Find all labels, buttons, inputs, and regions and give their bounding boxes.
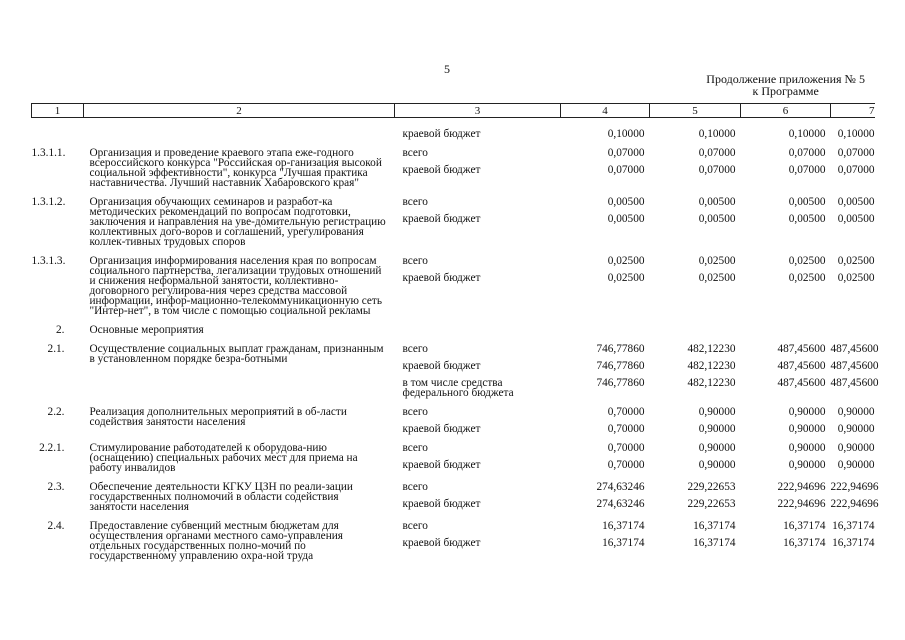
amount-value: 229,22653 [687,481,736,493]
funding-source: краевой бюджет [402,537,481,549]
amount-value: 16,37174 [602,537,645,549]
row-title: Обеспечение деятельности КГКУ ЦЗН по реали-зации государственных полномочий в области содействия занятости населения [89,481,353,513]
funding-source: краевой бюджет [402,213,481,225]
column-header: 6 [741,104,831,118]
table-header [32,104,875,118]
amount-value: 0,00500 [788,196,826,208]
funding-source: краевой бюджет [402,498,481,510]
value-cell [741,443,831,473]
funding-source-cell [395,521,561,561]
table-row [32,443,875,473]
amount-value: 487,45600 [830,360,879,372]
value-cell [831,325,875,335]
amount-value: 0,70000 [607,459,645,471]
table-row [32,407,875,434]
page-number: 5 [444,62,450,76]
column-header: 2 [84,104,395,118]
appendix-line1: Продолжение приложения № 5 [706,72,865,86]
value-cell [741,407,831,434]
amount-value: 0,02500 [788,255,826,267]
table-row [32,344,875,398]
row-number [32,129,84,139]
amount-value: 0,90000 [837,423,875,435]
amount-value: 482,12230 [687,343,736,355]
funding-source-cell [395,482,561,512]
funding-source-cell [395,256,561,316]
amount-value: 0,90000 [788,442,826,454]
value-cell [831,148,875,188]
value-cell [561,325,650,335]
funding-source: всего [402,196,428,208]
funding-source-cell [395,129,561,139]
amount-value: 0,10000 [788,128,826,140]
amount-value: 487,45600 [777,377,826,389]
appendix-line2: к Программе [752,84,819,98]
table-row [32,482,875,512]
row-title: Осуществление социальных выплат гражданам, признанным в установленном порядке безра-ботными [89,343,384,365]
funding-source: всего [402,442,428,454]
column-header: 1 [32,104,84,118]
value-cell [561,256,650,316]
value-cell [561,521,650,561]
value-cell [831,443,875,473]
amount-value: 222,94696 [777,481,826,493]
value-cell [741,197,831,247]
program-table [31,103,879,562]
column-header: 3 [395,104,561,118]
value-cell [741,344,831,398]
amount-value: 0,07000 [607,164,645,176]
amount-value: 0,07000 [788,147,826,159]
amount-value: 0,90000 [698,406,736,418]
row-number: 2. [56,324,65,336]
amount-value: 487,45600 [830,377,879,389]
funding-source: всего [402,343,428,355]
value-cell [741,521,831,561]
amount-value: 0,07000 [698,164,736,176]
amount-value: 222,94696 [830,481,879,493]
amount-value: 0,70000 [607,442,645,454]
funding-source-cell [395,325,561,335]
funding-source-cell [395,443,561,473]
funding-source-cell [395,344,561,398]
amount-value: 0,02500 [698,255,736,267]
amount-value: 746,77860 [596,377,645,389]
amount-value: 16,37174 [783,537,826,549]
amount-value: 0,90000 [837,442,875,454]
amount-value: 0,02500 [698,272,736,284]
value-cell [830,481,879,512]
value-cell [650,443,741,473]
table-row [32,521,875,561]
row-title: Стимулирование работодателей к оборудова-нию (оснащению) специальных рабочих мест для приема на работу инвалидов [89,442,358,474]
value-cell [741,129,831,139]
amount-value: 746,77860 [596,360,645,372]
row-title: Реализация дополнительных мероприятий в об-ласти содействия занятости населения [89,406,347,428]
amount-value: 0,10000 [607,128,645,140]
funding-source: всего [402,481,428,493]
funding-source: краевой бюджет [402,459,481,471]
amount-value: 0,02500 [837,255,875,267]
amount-value: 0,70000 [607,406,645,418]
amount-value: 746,77860 [596,343,645,355]
funding-source-cell [395,407,561,434]
row-number: 1.3.1.3. [31,255,66,267]
value-cell [650,256,741,316]
amount-value: 0,07000 [607,147,645,159]
value-cell [561,129,650,139]
amount-value: 0,02500 [607,255,645,267]
table-row [32,129,875,139]
amount-value: 16,37174 [602,520,645,532]
amount-value: 16,37174 [832,537,875,549]
amount-value: 222,94696 [777,498,826,510]
amount-value: 16,37174 [693,537,736,549]
amount-value: 0,00500 [837,196,875,208]
amount-value: 0,70000 [607,423,645,435]
amount-value: 0,90000 [698,442,736,454]
value-cell [650,129,741,139]
amount-value: 482,12230 [687,377,736,389]
value-cell [650,197,741,247]
funding-source-cell [395,197,561,247]
amount-value: 16,37174 [832,520,875,532]
funding-source: краевой бюджет [402,360,481,372]
amount-value: 0,90000 [698,423,736,435]
amount-value: 0,00500 [698,213,736,225]
row-title: Организация обучающих семинаров и разработ-ка методических рекомендаций по вопросам подготовки, заключения и направления на уве-домительную регистрацию коллективных дого-воров и соглашений, урегулирования коллек-тивных трудовых споров [89,196,386,248]
funding-source: всего [402,520,428,532]
amount-value: 0,00500 [607,196,645,208]
value-cell [561,344,650,398]
row-number: 2.4. [47,520,65,532]
row-title: Организация и проведение краевого этапа еже-годного всероссийского конкурса "Российская ор-ганизация высокой социальной эффективности", конкурса "Лучшая практика наставничества. Лучший наставник Хабаровского края" [89,147,382,189]
amount-value: 0,10000 [698,128,736,140]
row-title: Предоставление субвенций местным бюджетам для осуществления органами местного само-управления отдельных государственных полно-мочий по государственному управлению охра-ной труда [89,520,343,562]
value-cell [831,129,875,139]
amount-value: 16,37174 [783,520,826,532]
amount-value: 0,90000 [837,459,875,471]
value-cell [741,325,831,335]
amount-value: 0,07000 [837,164,875,176]
amount-value: 0,00500 [837,213,875,225]
value-cell [650,148,741,188]
value-cell [561,407,650,434]
amount-value: 229,22653 [687,498,736,510]
value-cell [831,256,875,316]
amount-value: 0,10000 [837,128,875,140]
amount-value: 16,37174 [693,520,736,532]
funding-source: краевой бюджет [402,272,481,284]
column-header: 7 [831,104,875,118]
value-cell [830,343,879,398]
value-cell [650,482,741,512]
amount-value: 0,07000 [837,147,875,159]
row-number: 1.3.1.2. [31,196,66,208]
amount-value: 0,02500 [788,272,826,284]
row-title: Организация информирования населения края по вопросам социального партнерства, легализации трудовых отношений и снижения неформальной занятости, коллективно-договорного регулирова-ния через средства массовой информации, инфор-мационно-телекоммуникационную сеть "Интер-нет", в том числе с помощью социальной рекламы [89,255,383,317]
amount-value: 0,07000 [698,147,736,159]
value-cell [741,148,831,188]
value-cell [650,325,741,335]
funding-source: всего [402,406,428,418]
value-cell [650,407,741,434]
amount-value: 0,90000 [788,423,826,435]
amount-value: 0,90000 [788,406,826,418]
table-body [31,118,879,562]
column-header: 4 [561,104,650,118]
amount-value: 487,45600 [830,343,879,355]
value-cell [561,197,650,247]
row-number: 1.3.1.1. [31,147,66,159]
funding-source-cell [395,148,561,188]
value-cell [561,482,650,512]
amount-value: 274,63246 [596,481,645,493]
table-row [32,256,875,316]
amount-value: 0,00500 [698,196,736,208]
value-cell [650,521,741,561]
row-number: 2.1. [47,343,65,355]
value-cell [561,148,650,188]
value-cell [561,443,650,473]
value-cell [741,256,831,316]
table-row [32,325,875,335]
row-title [84,129,395,139]
row-number: 2.2. [47,406,65,418]
value-cell [650,344,741,398]
funding-source: в том числе средства федерального бюджета [402,377,514,399]
row-number: 2.3. [47,481,65,493]
funding-source: краевой бюджет [402,423,481,435]
funding-source: всего [402,255,428,267]
value-cell [741,482,831,512]
amount-value: 487,45600 [777,343,826,355]
table-row [32,197,875,247]
amount-value: 0,90000 [788,459,826,471]
row-title: Основные мероприятия [89,324,204,336]
amount-value: 482,12230 [687,360,736,372]
amount-value: 0,90000 [837,406,875,418]
amount-value: 0,90000 [698,459,736,471]
amount-value: 0,02500 [837,272,875,284]
column-header: 5 [650,104,741,118]
amount-value: 0,02500 [607,272,645,284]
amount-value: 0,00500 [607,213,645,225]
amount-value: 222,94696 [830,498,879,510]
value-cell [831,407,875,434]
amount-value: 0,00500 [788,213,826,225]
amount-value: 274,63246 [596,498,645,510]
value-cell [831,521,875,561]
funding-source: краевой бюджет [402,128,481,140]
table-row [32,148,875,188]
amount-value: 487,45600 [777,360,826,372]
row-number: 2.2.1. [39,442,65,454]
value-cell [831,197,875,247]
appendix-header [706,73,865,97]
funding-source: всего [402,147,428,159]
amount-value: 0,07000 [788,164,826,176]
funding-source: краевой бюджет [402,164,481,176]
